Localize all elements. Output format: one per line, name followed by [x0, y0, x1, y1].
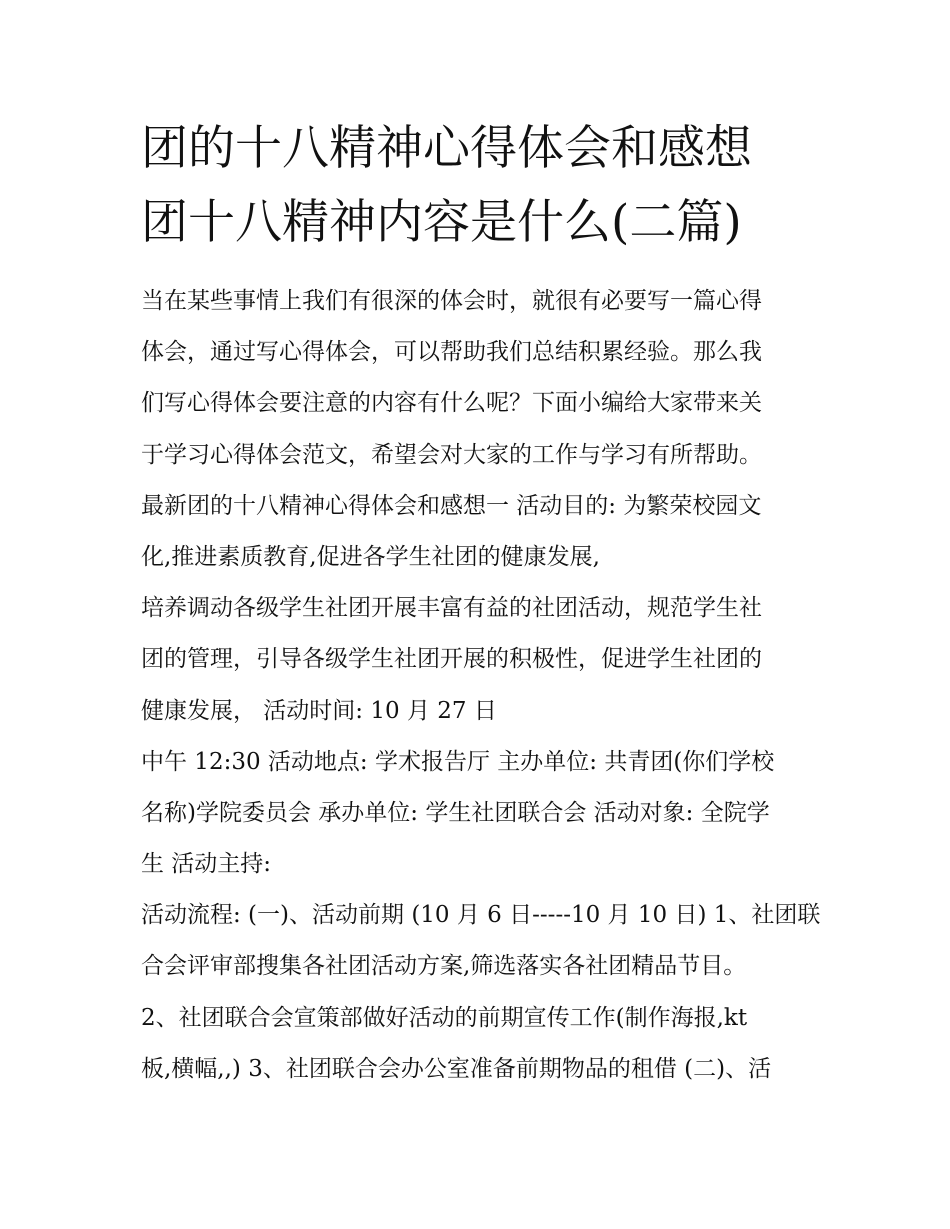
body-line: 当在某些事情上我们有很深的体会时，就很有必要写一篇心得 — [141, 288, 762, 314]
body-line: 生 活动主持: — [141, 851, 272, 878]
document-title — [141, 112, 821, 260]
body-line: 们写心得体会要注意的内容有什么呢？下面小编给大家带来关 — [141, 390, 762, 417]
document-body — [141, 276, 831, 1095]
body-line: 合会评审部搜集各社团活动方案,筛选落实各社团精品节目。 — [141, 953, 747, 980]
body-line: 名称)学院委员会 承办单位: 学生社团联合会 活动对象: 全院学 — [141, 799, 770, 826]
body-line: 2、社团联合会宣策部做好活动的前期宣传工作(制作海报,kt — [141, 1004, 748, 1031]
title-line-2: 团十八精神内容是什么(二篇) — [141, 195, 742, 250]
body-line: 于学习心得体会范文，希望会对大家的工作与学习有所帮助。 — [141, 441, 762, 468]
body-line: 健康发展， 活动时间: 10 月 27 日 — [141, 697, 497, 724]
body-line: 团的管理，引导各级学生社团开展的积极性，促进学生社团的 — [141, 646, 762, 673]
body-line: 中午 12:30 活动地点: 学术报告厅 主办单位: 共青团(你们学校 — [141, 748, 775, 775]
body-line: 化,推进素质教育,促进各学生社团的健康发展, — [141, 543, 600, 570]
body-line: 培养调动各级学生社团开展丰富有益的社团活动，规范学生社 — [141, 595, 762, 622]
title-line-1: 团的十八精神心得体会和感想 — [141, 121, 752, 176]
body-line: 最新团的十八精神心得体会和感想一 活动目的: 为繁荣校园文 — [141, 492, 762, 519]
body-line: 活动流程: (一)、活动前期 (10 月 6 日-----10 月 10 日) 1、社团联 — [141, 902, 821, 929]
body-line: 板,横幅,,) 3、社团联合会办公室准备前期物品的租借 (二)、活 — [141, 1055, 772, 1082]
body-line: 体会，通过写心得体会，可以帮助我们总结积累经验。那么我 — [141, 339, 762, 366]
